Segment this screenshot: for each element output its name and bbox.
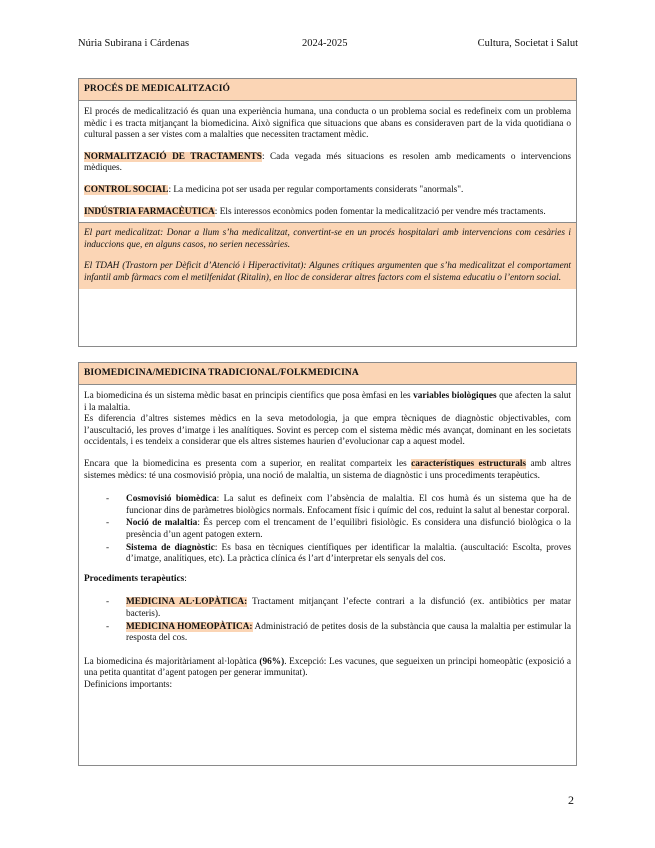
section-title: BIOMEDICINA/MEDICINA TRADICIONAL/FOLKMEDICINA bbox=[79, 363, 576, 385]
list-item: - Noció de malaltia: És percep com el trencament de l’equilibri fisiològic. Es considera una disfunció biològica o la presència d’un agent patogen extern. bbox=[106, 518, 571, 540]
section-biomedicina bbox=[78, 362, 577, 766]
list-item: - MEDICINA AL·LOPÀTICA: Tractament mitjançant l’efecte contrari a la disfunció (ex. antibiòtics per matar bacteris). bbox=[106, 597, 571, 619]
item-term: INDÚSTRIA FARMACÈUTICA bbox=[84, 206, 215, 217]
item-paragraph bbox=[84, 207, 571, 219]
procedures-list bbox=[84, 597, 571, 644]
example-paragraph: El TDAH (Trastorn per Dèficit d’Atenció i Hiperactivitat): Algunes crítiques argumenten que s’ha medicalitzat el comportament infantil amb fàrmacs com el metilfenidat (Ritalin), en lloc de considerar altres factors com el sistema educatiu o l’entorn social. bbox=[84, 261, 571, 283]
paragraph: La biomedicina és un sistema mèdic basat en principis científics que posa èmfasi en les variables biològiques que afecten la salut i la malaltia. bbox=[84, 391, 571, 413]
page-number: 2 bbox=[568, 793, 574, 807]
header-author: Núria Subirana i Cárdenas bbox=[78, 38, 190, 49]
list-item: - MEDICINA HOMEOPÀTICA: Administració de petites dosis de la substància que causa la malaltia per estimular la resposta del cos. bbox=[106, 621, 571, 644]
section-content bbox=[79, 385, 576, 691]
item-text: : Els interessos econòmics poden fomentar la medicalització per vendre més tractaments. bbox=[214, 206, 546, 217]
procedures-heading: Procediments terapèutics: bbox=[84, 573, 187, 584]
item-term: CONTROL SOCIAL bbox=[84, 184, 169, 195]
paragraph: La biomedicina és majoritàriament al·lopàtica (96%). Excepció: Les vacunes, que segueixen un principi homeopàtic (exposició a una petita quantitat d’agent patogen per generar immunitat). bbox=[84, 656, 571, 679]
list-item: - Cosmovisió biomèdica: La salut es defineix com l’absència de malaltia. El cos humà és un sistema que ha de funcionar dins de paràmetres biològics normals. Enfocament físic i químic del cos, reduint la salut al benestar corporal. bbox=[106, 494, 571, 516]
example-paragraph: El part medicalitzat: Donar a llum s’ha medicalitzat, convertint-se en un procés hospitalari amb intervencions com cesàries i induccions que, en alguns casos, no serien necessàries. bbox=[84, 228, 571, 250]
item-paragraph bbox=[84, 185, 571, 197]
paragraph: Encara que la biomedicina es presenta com a superior, en realitat comparteix les característiques estructurals amb altres sistemes mèdics: té una cosmovisió pròpia, una noció de malaltia, un sistema de diagnòstic i uns procediments terapèutics. bbox=[84, 458, 571, 481]
section-title: PROCÉS DE MEDICALITZACIÓ bbox=[79, 79, 576, 101]
intro-paragraph: El procés de medicalització és quan una experiència humana, una conducta o un problema social es redefineix com un problema mèdic i es tracta mitjançant la biomedicina. Això significa que situacions que abans es consideraven part de la vida quotidiana o cultural passen a ser vistes com a malalties que necessiten tractament mèdic. bbox=[84, 107, 571, 141]
header-course: Cultura, Societat i Salut bbox=[477, 38, 578, 49]
item-text: : Cada vegada més situacions es resolen amb medicaments o intervencions mèdiques. bbox=[84, 151, 572, 174]
item-paragraph bbox=[84, 152, 571, 175]
structure-list bbox=[84, 494, 571, 566]
examples-box bbox=[79, 222, 576, 288]
paragraph: Definicions importants: bbox=[84, 679, 173, 690]
bold-term: variables biològiques bbox=[413, 391, 497, 401]
item-text: : La medicina pot ser usada per regular comportaments considerats "anormals". bbox=[168, 184, 464, 195]
list-item: - Sistema de diagnòstic: Es basa en tècniques científiques per identificar la malaltia. (auscultació: Escolta, proves d’imatge, analítiques, etc). La pràctica clínica és l’art d’interpretar els senyals del cos. bbox=[106, 542, 571, 565]
section-medicalitzacio bbox=[78, 78, 577, 347]
item-term: NORMALITZACIÓ DE TRACTAMENTS bbox=[84, 151, 262, 162]
header-year: 2024-2025 bbox=[302, 38, 348, 49]
paragraph: Es diferencia d’altres sistemes mèdics en la seva metodologia, ja que empra tècniques de diagnòstic objectivables, com l’auscultació, les proves d’imatge i les analítiques. Sovint es percep com el sistema mèdic més avançat, dominant en les societats occidentals, i es tendeix a considerar que els altres sistemes haurien d’evolucionar cap a aquest model. bbox=[84, 414, 571, 448]
section-content bbox=[79, 101, 576, 218]
highlight-term: característiques estructurals bbox=[411, 458, 527, 469]
